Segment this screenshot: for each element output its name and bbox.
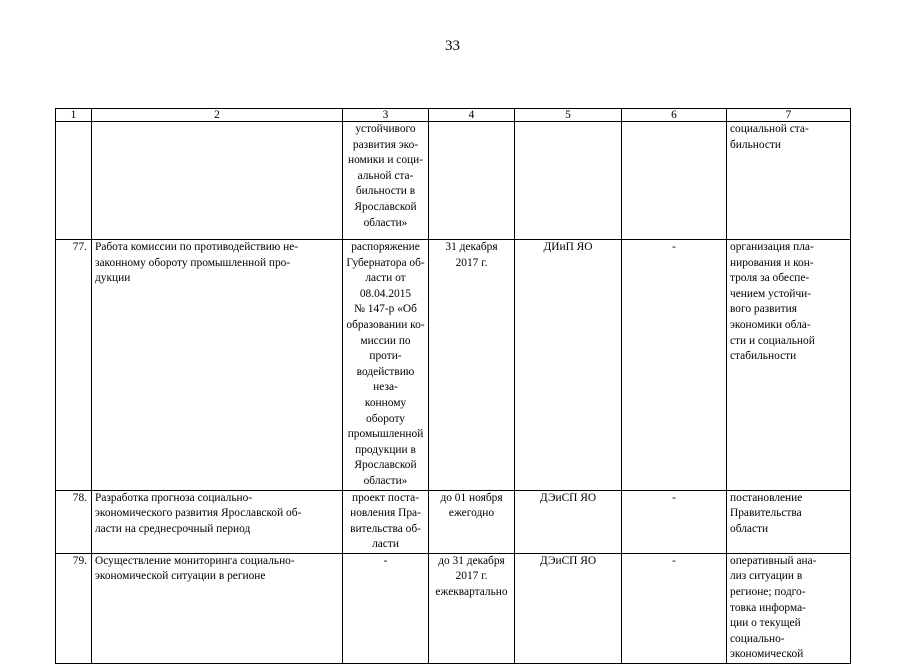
row-deadline <box>429 122 515 240</box>
row-deadline: до 31 декабря 2017 г. ежеквартально <box>429 553 515 663</box>
table-row <box>56 240 851 491</box>
header-col-1: 1 <box>56 109 92 122</box>
row-executor: ДЭиСП ЯО <box>515 553 622 663</box>
header-col-3: 3 <box>343 109 429 122</box>
row-result: оперативный ана- лиз ситуации в регионе; подго- товка информа- ции о текущей социально- экономической <box>727 553 851 663</box>
header-col-5: 5 <box>515 109 622 122</box>
row-event <box>92 122 343 240</box>
row-basis: распоряжение Губернатора об- ласти от 08.04.2015 № 147-р «Об образовании ко- миссии по проти- водействию неза- конному обороту промышленной продукции в Ярославской области» <box>343 240 429 491</box>
row-basis: устойчивого развития эко- номики и соци- альной ста- бильности в Ярославской области» <box>343 122 429 240</box>
page-number: 33 <box>445 38 460 54</box>
row-basis: - <box>343 553 429 663</box>
row-basis: проект поста- новления Пра- вительства об- ласти <box>343 490 429 553</box>
row-co-executor: - <box>622 553 727 663</box>
row-number: 77. <box>56 240 92 491</box>
row-number <box>56 122 92 240</box>
row-result: постановление Правительства области <box>727 490 851 553</box>
row-event: Осуществление мониторинга социально- экономической ситуации в регионе <box>92 553 343 663</box>
header-col-6: 6 <box>622 109 727 122</box>
table-row <box>56 122 851 240</box>
header-col-7: 7 <box>727 109 851 122</box>
row-executor: ДИиП ЯО <box>515 240 622 491</box>
row-co-executor: - <box>622 240 727 491</box>
row-deadline: 31 декабря 2017 г. <box>429 240 515 491</box>
row-event: Разработка прогноза социально- экономического развития Ярославской об- ласти на среднесрочный период <box>92 490 343 553</box>
row-result: социальной ста- бильности <box>727 122 851 240</box>
header-col-2: 2 <box>92 109 343 122</box>
table-row <box>56 490 851 553</box>
row-co-executor: - <box>622 490 727 553</box>
header-col-4: 4 <box>429 109 515 122</box>
row-co-executor <box>622 122 727 240</box>
row-result: организация пла- нирования и кон- троля за обеспе- чением устойчи- вого развития экономики обла- сти и социальной стабильности <box>727 240 851 491</box>
row-event: Работа комиссии по противодействию не- законному обороту промышленной про- дукции <box>92 240 343 491</box>
plan-table <box>55 108 851 664</box>
row-number: 78. <box>56 490 92 553</box>
row-executor: ДЭиСП ЯО <box>515 490 622 553</box>
row-deadline: до 01 ноября ежегодно <box>429 490 515 553</box>
header-row <box>56 109 851 122</box>
table-row <box>56 553 851 663</box>
row-number: 79. <box>56 553 92 663</box>
row-executor <box>515 122 622 240</box>
